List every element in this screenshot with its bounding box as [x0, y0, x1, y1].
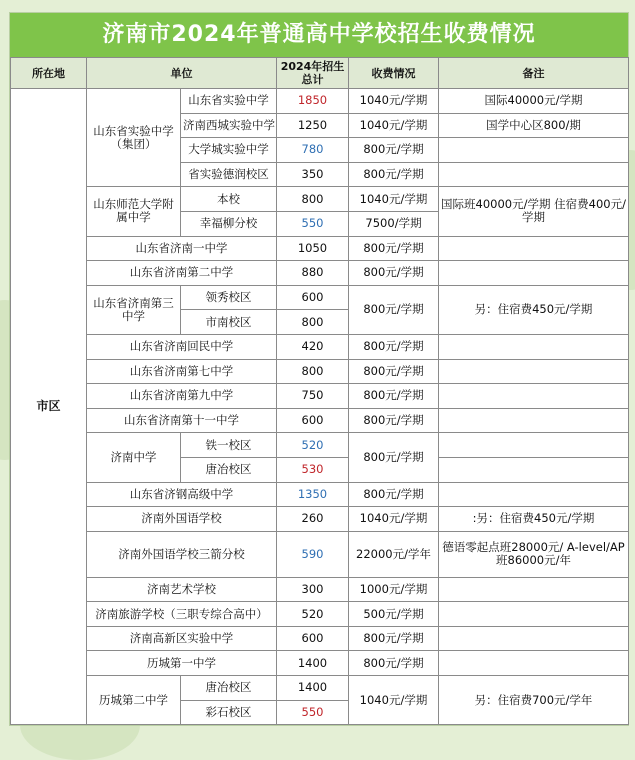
note-cell — [439, 602, 629, 627]
enroll-count: 1350 — [277, 482, 349, 507]
fee-cell: 1040元/学期 — [349, 187, 439, 212]
fee-cell: 800元/学期 — [349, 651, 439, 676]
table-row — [11, 236, 629, 261]
campus-name: 山东省实验中学 — [181, 89, 277, 114]
note-cell — [439, 334, 629, 359]
campus-name: 省实验德润校区 — [181, 162, 277, 187]
table-row — [11, 626, 629, 651]
location-cell: 市区 — [11, 89, 87, 725]
table-row — [11, 359, 629, 384]
fee-table — [10, 57, 629, 725]
campus-name: 幸福柳分校 — [181, 211, 277, 236]
note-cell: 德语零起点班28000元/ A-level/AP班86000元/年 — [439, 531, 629, 577]
header-enroll: 2024年招生总计 — [277, 58, 349, 89]
school-group-name: 山东师范大学附属中学 — [87, 187, 181, 236]
header-fee: 收费情况 — [349, 58, 439, 89]
note-cell — [439, 236, 629, 261]
table-row — [11, 602, 629, 627]
table-row — [11, 187, 629, 212]
fee-cell: 800元/学期 — [349, 236, 439, 261]
table-row — [11, 482, 629, 507]
note-cell — [439, 626, 629, 651]
table-row — [11, 408, 629, 433]
school-name: 济南旅游学校（三职专综合高中） — [87, 602, 277, 627]
enroll-count: 520 — [277, 433, 349, 458]
table-row — [11, 577, 629, 602]
school-name: 山东省济南第二中学 — [87, 261, 277, 286]
enroll-count: 590 — [277, 531, 349, 577]
campus-name: 本校 — [181, 187, 277, 212]
table-row — [11, 531, 629, 577]
fee-cell: 800元/学期 — [349, 408, 439, 433]
enroll-count: 300 — [277, 577, 349, 602]
enroll-count: 550 — [277, 700, 349, 725]
fee-cell: 22000元/学年 — [349, 531, 439, 577]
fee-cell: 1040元/学期 — [349, 676, 439, 725]
note-cell: 国际班40000元/学期 住宿费400元/学期 — [439, 187, 629, 236]
enroll-count: 350 — [277, 162, 349, 187]
fee-cell: 800元/学期 — [349, 482, 439, 507]
table-row — [11, 433, 629, 458]
fee-cell: 800元/学期 — [349, 626, 439, 651]
school-name: 济南高新区实验中学 — [87, 626, 277, 651]
campus-name: 唐冶校区 — [181, 676, 277, 701]
note-cell — [439, 138, 629, 163]
table-row — [11, 285, 629, 310]
school-name: 山东省济南第七中学 — [87, 359, 277, 384]
enroll-count: 1250 — [277, 113, 349, 138]
fee-cell: 800元/学期 — [349, 162, 439, 187]
table-row — [11, 89, 629, 114]
header-location: 所在地 — [11, 58, 87, 89]
school-name: 山东省济南回民中学 — [87, 334, 277, 359]
enroll-count: 1400 — [277, 676, 349, 701]
fee-table-card — [9, 12, 629, 726]
campus-name: 市南校区 — [181, 310, 277, 335]
enroll-count: 800 — [277, 359, 349, 384]
header-note: 备注 — [439, 58, 629, 89]
school-name: 济南外国语学校 — [87, 507, 277, 532]
school-name: 历城第一中学 — [87, 651, 277, 676]
fee-cell: 800元/学期 — [349, 261, 439, 286]
enroll-count: 550 — [277, 211, 349, 236]
fee-cell: 800元/学期 — [349, 285, 439, 334]
campus-name: 唐冶校区 — [181, 457, 277, 482]
table-row — [11, 507, 629, 532]
note-cell — [439, 577, 629, 602]
school-name: 山东省济南第十一中学 — [87, 408, 277, 433]
campus-name: 济南西城实验中学 — [181, 113, 277, 138]
fee-cell: 800元/学期 — [349, 138, 439, 163]
enroll-count: 880 — [277, 261, 349, 286]
enroll-count: 600 — [277, 285, 349, 310]
note-cell: 另：住宿费700元/学年 — [439, 676, 629, 725]
campus-name: 彩石校区 — [181, 700, 277, 725]
campus-name: 领秀校区 — [181, 285, 277, 310]
fee-cell: 7500/学期 — [349, 211, 439, 236]
note-cell — [439, 359, 629, 384]
fee-cell: 800元/学期 — [349, 334, 439, 359]
school-name: 济南外国语学校三箭分校 — [87, 531, 277, 577]
enroll-count: 780 — [277, 138, 349, 163]
fee-cell: 1040元/学期 — [349, 89, 439, 114]
note-cell — [439, 651, 629, 676]
note-cell: :另：住宿费450元/学期 — [439, 507, 629, 532]
table-row — [11, 261, 629, 286]
table-row — [11, 651, 629, 676]
school-name: 山东省济钢高级中学 — [87, 482, 277, 507]
fee-cell: 800元/学期 — [349, 433, 439, 482]
note-cell: 另：住宿费450元/学期 — [439, 285, 629, 334]
note-cell — [439, 162, 629, 187]
note-cell: 国际40000元/学期 — [439, 89, 629, 114]
enroll-count: 530 — [277, 457, 349, 482]
fee-cell: 1040元/学期 — [349, 507, 439, 532]
note-cell: 国学中心区800/期 — [439, 113, 629, 138]
fee-cell: 1040元/学期 — [349, 113, 439, 138]
fee-cell: 500元/学期 — [349, 602, 439, 627]
page-title: 济南市2024年普通高中学校招生收费情况 — [10, 13, 628, 57]
table-row — [11, 676, 629, 701]
school-group-name: 历城第二中学 — [87, 676, 181, 725]
enroll-count: 1050 — [277, 236, 349, 261]
school-name: 山东省济南第九中学 — [87, 384, 277, 409]
enroll-count: 800 — [277, 187, 349, 212]
fee-cell: 1000元/学期 — [349, 577, 439, 602]
school-name: 山东省济南一中学 — [87, 236, 277, 261]
enroll-count: 260 — [277, 507, 349, 532]
school-group-name: 山东省济南第三中学 — [87, 285, 181, 334]
header-unit: 单位 — [87, 58, 277, 89]
note-cell — [439, 457, 629, 482]
enroll-count: 1400 — [277, 651, 349, 676]
note-cell — [439, 433, 629, 458]
note-cell — [439, 482, 629, 507]
note-cell — [439, 384, 629, 409]
enroll-count: 600 — [277, 626, 349, 651]
enroll-count: 600 — [277, 408, 349, 433]
campus-name: 大学城实验中学 — [181, 138, 277, 163]
school-group-name: 济南中学 — [87, 433, 181, 482]
fee-cell: 800元/学期 — [349, 384, 439, 409]
table-row — [11, 334, 629, 359]
school-group-name: 山东省实验中学（集团） — [87, 89, 181, 187]
table-row — [11, 384, 629, 409]
note-cell — [439, 408, 629, 433]
note-cell — [439, 261, 629, 286]
school-name: 济南艺术学校 — [87, 577, 277, 602]
enroll-count: 420 — [277, 334, 349, 359]
enroll-count: 750 — [277, 384, 349, 409]
enroll-count: 520 — [277, 602, 349, 627]
enroll-count: 800 — [277, 310, 349, 335]
fee-cell: 800元/学期 — [349, 359, 439, 384]
header-row — [11, 58, 629, 89]
enroll-count: 1850 — [277, 89, 349, 114]
campus-name: 铁一校区 — [181, 433, 277, 458]
